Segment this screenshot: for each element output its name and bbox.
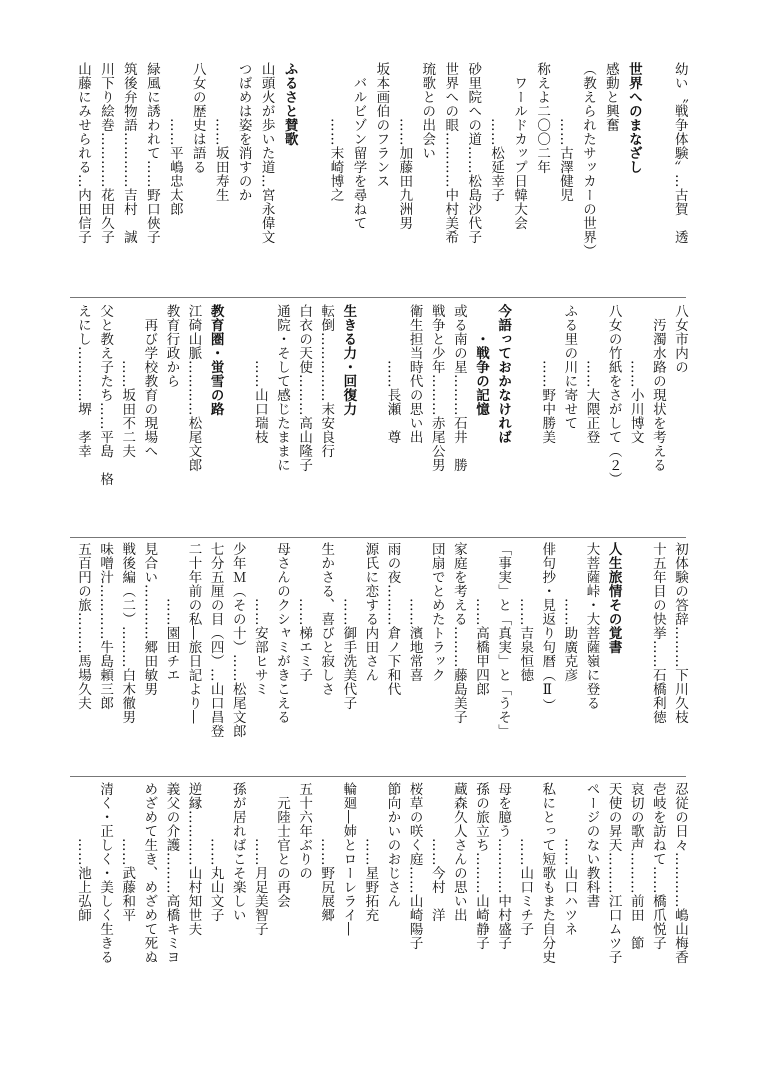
toc-entry-line: 或る南の星………石井 勝 [450,304,467,472]
toc-entry-line: 見合い…………郷田敏男 [141,542,158,696]
toc-entry-line: ……平嶋忠太郎 [166,62,183,216]
toc-band-1 [70,62,686,290]
toc-entry-line: ……末崎博之 [327,62,344,202]
section-heading: ・戦争の記憶 [472,304,489,416]
toc-entry-line: 家庭を考える………藤島美子 [450,542,467,724]
toc-entry-line: ワールドカップ日韓大会 [511,62,528,230]
toc-band-4 [70,782,686,1010]
toc-entry-line: ……今村 洋 [428,782,445,922]
toc-entry-line: 江碕山脈…………松尾文郎 [185,304,202,472]
toc-entry-line: 二十年前の私―旅日記より― [185,542,202,724]
divider-rule [70,776,686,777]
section-heading: ふるさと賛歌 [281,62,298,146]
toc-entry-line: 八女の歴史は語る [189,62,206,174]
toc-entry-line: ……星野拓充 [362,782,379,922]
toc-entry-line: ……安部ヒサミ [251,542,268,696]
toc-entry-line: ……丸山文子 [207,782,224,922]
toc-entry-line: 八女市内の [671,304,688,374]
toc-band-3 [70,542,686,770]
toc-entry-line: 幼い〝戦争体験〟…古賀 透 [671,62,688,244]
toc-entry-line: えにし…………堺 孝幸 [75,304,91,458]
toc-entry-line: 生かさる、喜びと寂しさ [318,542,335,696]
toc-entry-line: ……園田チエ [163,542,180,682]
toc-entry-line: 筑後弁物語…………吉村 誠 [120,62,137,244]
toc-entry-line: 川下り絵巻…………花田久子 [97,62,114,244]
toc-entry-line: ……坂田不二夫 [119,304,136,458]
toc-entry-line: 七分五厘の目（四）…山口昌登 [207,542,224,738]
toc-entry-line: ……梯エミ子 [296,542,313,682]
toc-entry-line: 戦後編（二）………白木徹男 [119,542,136,724]
toc-columns [70,782,686,1010]
section-heading: 生きる力・回復力 [340,304,357,416]
toc-entry-line: 十五年目の快挙……石橋利徳 [649,542,666,724]
toc-entry-line: ……吉泉恒徳 [517,542,534,682]
toc-entry-line: 味噌汁…………牛島頼三郎 [97,542,114,710]
toc-entry-line: 五十六年ぶりの [296,782,313,880]
toc-entry-line: 私にとって短歌もまた自分史 [539,782,556,964]
toc-entry-line: 哀切の歌声………前田 節 [627,782,644,950]
toc-entry-line: 逆縁…………山村知世夫 [185,782,202,936]
toc-entry-line: 父と教え子たち……平島 格 [97,304,114,486]
toc-entry-line: 山頭火が歩いた道…宮永偉文 [258,62,275,244]
toc-entry-line: 再び学校教育の現場へ [141,304,158,458]
toc-entry-line: 節向かいのおじさん [384,782,401,908]
toc-entry-line: ……池上弘師 [75,782,91,922]
toc-entry-line: 源氏に恋する内田さん [362,542,379,682]
toc-entry-line: ページのない教科書 [583,782,600,908]
toc-entry-line: 五百円の旅………馬場久夫 [75,542,91,710]
toc-entry-line: ふる里の川に寄せて [561,304,578,430]
toc-entry-line: ……濱地常喜 [406,542,423,682]
toc-entry-line: 通院・そして感じたままに [273,304,290,472]
toc-entry-line: ……小川博文 [627,304,644,444]
toc-entry-line: 輪廻―姉とローレライ― [340,782,357,936]
toc-entry-line: 清く・正しく・美しく生きる [97,782,114,964]
toc-entry-line: 桜草の咲く庭……山崎陽子 [406,782,423,950]
toc-entry-line: 教育行政から [163,304,180,388]
toc-columns [70,304,686,532]
toc-entry-line: 琉歌との出会い [419,62,436,160]
toc-entry-line: ……月足美智子 [251,782,268,936]
toc-entry-line: 母さんのクシャミがきこえる [273,542,290,724]
toc-entry-line: 砂里院への道……松島沙代子 [465,62,482,244]
section-heading: 世界へのまなざし [625,62,642,174]
toc-entry-line: ……大隈正登 [583,304,600,444]
toc-entry-line: ……坂田寿生 [212,62,229,202]
toc-entry-line: ……助廣克彦 [561,542,578,682]
toc-entry-line: バルビゾン留学を尋ねて [350,62,367,230]
toc-entry-line: 少年Ｍ（その十）……松尾文郎 [229,542,246,738]
toc-entry-line: 「事実」と「真実」と「うそ」 [495,542,512,738]
toc-entry-line: 俳句抄・見返り句暦（Ⅱ） [539,542,556,713]
toc-entry-line: ……御手洗美代子 [340,542,357,710]
toc-entry-line: ……山口ハツネ [561,782,578,936]
section-heading: 教育圏・蛍雪の路 [207,304,224,416]
toc-entry-line: ……山口ミチ子 [517,782,534,936]
toc-entry-line: 世界への眼…………中村美希 [442,62,459,244]
toc-entry-line: 山藤にみせられる…内田信子 [75,62,91,244]
toc-entry-line: ……山口瑞枝 [251,304,268,444]
toc-entry-line: つばめは姿を消すのか [235,62,252,202]
toc-entry-line: 元陸士官との再会 [273,782,290,908]
toc-entry-line: ……高橋甲四郎 [472,542,489,696]
toc-entry-line: ……長瀬 尊 [384,304,401,444]
toc-entry-line: ……武藤和平 [119,782,136,922]
toc-entry-line: 義父の介護………高橋キミヨ [163,782,180,964]
toc-entry-line: 蔵森久人さんの思い出 [450,782,467,922]
toc-entry-line: 天使の昇天………江口ムツ子 [605,782,622,964]
toc-entry-line: 初体験の答辞………下川久枝 [671,542,688,724]
toc-band-2 [70,304,686,532]
section-heading: 人生旅情その覚書 [605,542,622,654]
toc-entry-line: 汚濁水路の現状を考える [649,304,666,472]
toc-entry-line: ……加藤田九洲男 [396,62,413,230]
toc-entry-line: 白衣の天使………高山隆子 [296,304,313,472]
toc-entry-line: 雨の夜………倉ノ下和代 [384,542,401,696]
toc-entry-line: 衛生担当時代の思い出 [406,304,423,444]
toc-entry-line: ……野尻展郷 [318,782,335,922]
toc-entry-line: 転倒……………末安良行 [318,304,335,458]
toc-entry-line: 壱岐を訪ねて……橋爪悦子 [649,782,666,950]
toc-entry-line: 忍従の日々…………嶋山梅香 [671,782,688,964]
toc-entry-line: ……野中勝美 [539,304,556,444]
toc-entry-line: （教えられたサッカーの世界） [579,62,596,258]
toc-entry-line: 緑風に誘われて……野口俠子 [143,62,160,244]
toc-entry-line: 感動と興奮 [602,62,619,132]
divider-rule [70,297,686,298]
toc-entry-line: 戦争と少年………赤尾公男 [428,304,445,472]
toc-entry-line: 孫の旅立ち………山崎静子 [472,782,489,950]
section-heading: 今語っておかなければ [495,304,512,444]
toc-entry-line: 称えよ二〇〇二年 [534,62,551,174]
toc-columns [70,62,686,290]
toc-entry-line: ……古澤健児 [557,62,574,202]
toc-entry-line: 八女の竹紙をさがして（２） [605,304,622,486]
toc-entry-line: ……松延幸子 [488,62,505,202]
toc-entry-line: 団扇でとめたトラック [428,542,445,682]
toc-entry-line: 坂本画伯のフランス [373,62,390,188]
toc-entry-line: めざめて生き、めざめて死ぬ [141,782,158,964]
divider-rule [70,537,686,538]
toc-entry-line: 大菩薩峠・大菩薩嶺に登る [583,542,600,710]
toc-entry-line: 母を臆う…………中村盛子 [495,782,512,950]
toc-columns [70,542,686,770]
toc-entry-line: 孫が居ればこそ楽しい [229,782,246,922]
